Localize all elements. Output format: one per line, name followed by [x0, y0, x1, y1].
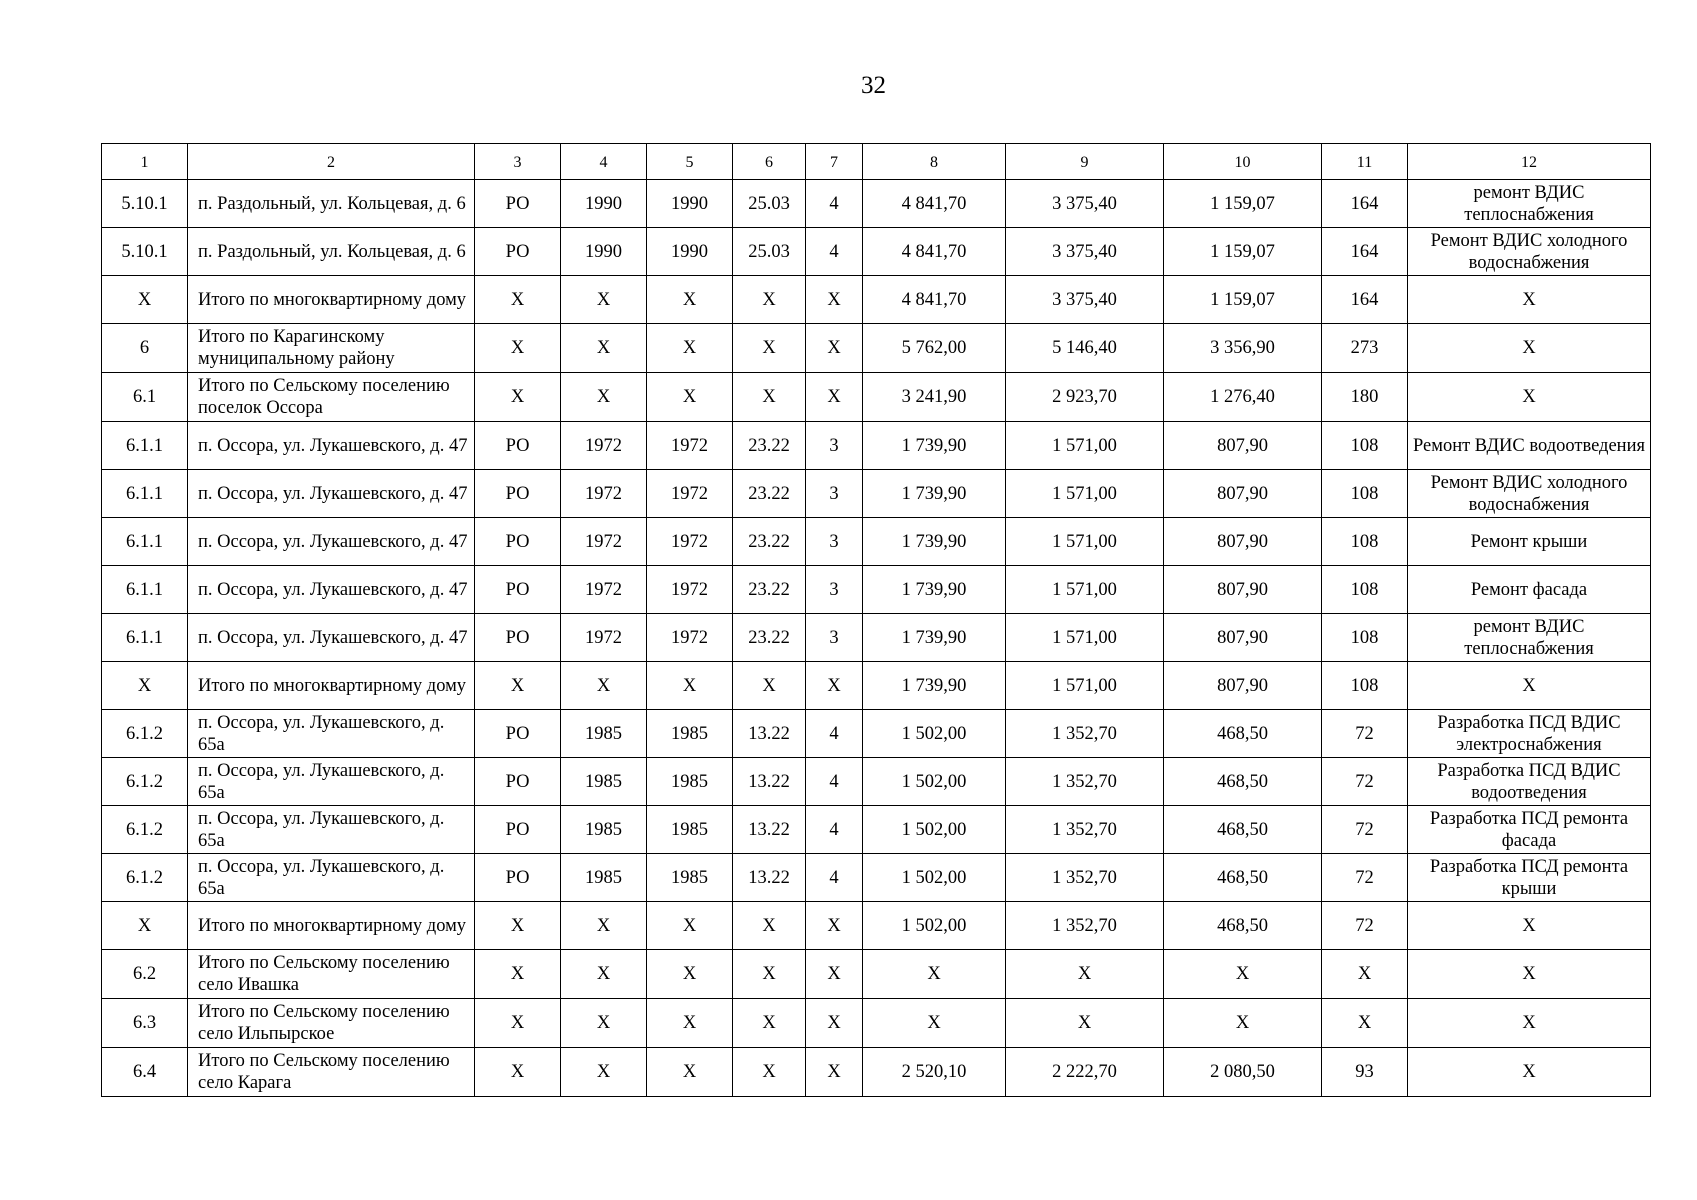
- cell-living-area: 1 276,40: [1164, 373, 1322, 422]
- cell-type: Х: [475, 999, 561, 1048]
- cell-num: 6.1.2: [102, 758, 188, 806]
- cell-total-area: Х: [863, 999, 1006, 1048]
- cell-residential-area: 1 571,00: [1006, 470, 1164, 518]
- cell-residents: 164: [1322, 180, 1408, 228]
- table-row: [102, 999, 1651, 1048]
- column-number-header: 6: [733, 144, 806, 180]
- cell-residents: 108: [1322, 518, 1408, 566]
- cell-residential-area: 1 571,00: [1006, 662, 1164, 710]
- cell-residential-area: 1 352,70: [1006, 758, 1164, 806]
- cell-year-built: 1985: [561, 758, 647, 806]
- cell-floors: Х: [806, 324, 863, 373]
- cell-work-type: Ремонт фасада: [1408, 566, 1651, 614]
- cell-wall-material: Х: [733, 276, 806, 324]
- cell-year-built: Х: [561, 662, 647, 710]
- table-row: [102, 710, 1651, 758]
- cell-total-area: 2 520,10: [863, 1048, 1006, 1097]
- cell-residential-area: 1 571,00: [1006, 422, 1164, 470]
- cell-floors: 3: [806, 566, 863, 614]
- cell-type: РО: [475, 854, 561, 902]
- cell-address: п. Оссора, ул. Лукашевского, д. 47: [188, 470, 475, 518]
- cell-year-commission: 1985: [647, 806, 733, 854]
- cell-residents: 108: [1322, 662, 1408, 710]
- cell-total-area: 4 841,70: [863, 228, 1006, 276]
- cell-year-commission: 1985: [647, 710, 733, 758]
- cell-year-commission: Х: [647, 324, 733, 373]
- cell-total-area: 3 241,90: [863, 373, 1006, 422]
- cell-type: РО: [475, 228, 561, 276]
- cell-year-commission: Х: [647, 902, 733, 950]
- cell-total-area: Х: [863, 950, 1006, 999]
- table-row: [102, 470, 1651, 518]
- cell-address: Итого по Карагинскому муниципальному району: [188, 324, 475, 373]
- cell-living-area: 807,90: [1164, 662, 1322, 710]
- cell-num: 6.1.1: [102, 518, 188, 566]
- cell-residents: 108: [1322, 566, 1408, 614]
- cell-year-built: 1985: [561, 710, 647, 758]
- cell-wall-material: 23.22: [733, 518, 806, 566]
- column-number-header: 2: [188, 144, 475, 180]
- cell-type: Х: [475, 950, 561, 999]
- page-number: 32: [861, 72, 886, 99]
- cell-residents: 108: [1322, 614, 1408, 662]
- column-number-header: 3: [475, 144, 561, 180]
- cell-year-commission: 1972: [647, 566, 733, 614]
- cell-residents: 72: [1322, 710, 1408, 758]
- cell-living-area: 807,90: [1164, 470, 1322, 518]
- cell-year-built: Х: [561, 324, 647, 373]
- table-row: [102, 902, 1651, 950]
- column-number-header: 12: [1408, 144, 1651, 180]
- cell-residents: 273: [1322, 324, 1408, 373]
- cell-residential-area: 3 375,40: [1006, 276, 1164, 324]
- cell-work-type: Х: [1408, 662, 1651, 710]
- cell-residents: 72: [1322, 758, 1408, 806]
- cell-year-commission: Х: [647, 1048, 733, 1097]
- table-row: [102, 422, 1651, 470]
- cell-total-area: 1 739,90: [863, 662, 1006, 710]
- cell-work-type: Ремонт ВДИС водоотведения: [1408, 422, 1651, 470]
- cell-floors: 3: [806, 470, 863, 518]
- cell-type: Х: [475, 324, 561, 373]
- cell-wall-material: 23.22: [733, 614, 806, 662]
- cell-total-area: 4 841,70: [863, 276, 1006, 324]
- cell-total-area: 1 502,00: [863, 710, 1006, 758]
- cell-residential-area: 1 352,70: [1006, 902, 1164, 950]
- cell-num: Х: [102, 276, 188, 324]
- cell-num: 6: [102, 324, 188, 373]
- cell-type: Х: [475, 902, 561, 950]
- table-row: [102, 758, 1651, 806]
- table-row: [102, 614, 1651, 662]
- cell-num: 5.10.1: [102, 228, 188, 276]
- cell-residents: 180: [1322, 373, 1408, 422]
- cell-wall-material: 13.22: [733, 710, 806, 758]
- cell-address: Итого по многоквартирному дому: [188, 662, 475, 710]
- cell-living-area: Х: [1164, 999, 1322, 1048]
- cell-wall-material: Х: [733, 999, 806, 1048]
- cell-num: 6.1: [102, 373, 188, 422]
- cell-residents: 108: [1322, 422, 1408, 470]
- cell-num: 6.1.1: [102, 614, 188, 662]
- cell-wall-material: Х: [733, 950, 806, 999]
- cell-year-built: 1972: [561, 422, 647, 470]
- table-row: [102, 806, 1651, 854]
- cell-residential-area: 1 352,70: [1006, 710, 1164, 758]
- data-table: [101, 143, 1651, 1097]
- cell-residents: 72: [1322, 854, 1408, 902]
- table-row: [102, 1048, 1651, 1097]
- cell-year-built: Х: [561, 950, 647, 999]
- cell-floors: Х: [806, 276, 863, 324]
- cell-type: РО: [475, 614, 561, 662]
- cell-living-area: 468,50: [1164, 758, 1322, 806]
- cell-num: 6.1.1: [102, 566, 188, 614]
- cell-residents: 164: [1322, 276, 1408, 324]
- cell-type: РО: [475, 180, 561, 228]
- cell-type: РО: [475, 518, 561, 566]
- cell-total-area: 4 841,70: [863, 180, 1006, 228]
- cell-year-built: 1972: [561, 470, 647, 518]
- cell-residents: 72: [1322, 902, 1408, 950]
- cell-address: Итого по многоквартирному дому: [188, 276, 475, 324]
- cell-work-type: Разработка ПСД ремонта фасада: [1408, 806, 1651, 854]
- cell-num: 6.1.2: [102, 854, 188, 902]
- cell-wall-material: 25.03: [733, 228, 806, 276]
- cell-wall-material: 13.22: [733, 758, 806, 806]
- table-row: [102, 518, 1651, 566]
- cell-num: Х: [102, 662, 188, 710]
- cell-num: 6.1.2: [102, 710, 188, 758]
- cell-living-area: 1 159,07: [1164, 180, 1322, 228]
- cell-residential-area: 3 375,40: [1006, 228, 1164, 276]
- cell-num: 6.1.1: [102, 470, 188, 518]
- cell-address: п. Раздольный, ул. Кольцевая, д. 6: [188, 228, 475, 276]
- cell-address: Итого по Сельскому поселению поселок Оссора: [188, 373, 475, 422]
- cell-living-area: 468,50: [1164, 806, 1322, 854]
- cell-floors: Х: [806, 662, 863, 710]
- cell-year-commission: Х: [647, 662, 733, 710]
- cell-wall-material: Х: [733, 324, 806, 373]
- table-row: [102, 324, 1651, 373]
- cell-residents: 108: [1322, 470, 1408, 518]
- cell-year-built: 1972: [561, 566, 647, 614]
- cell-year-built: Х: [561, 276, 647, 324]
- cell-address: п. Оссора, ул. Лукашевского, д. 47: [188, 422, 475, 470]
- cell-work-type: Ремонт ВДИС холодного водоснабжения: [1408, 470, 1651, 518]
- cell-year-built: 1985: [561, 854, 647, 902]
- column-number-header: 7: [806, 144, 863, 180]
- cell-year-built: Х: [561, 1048, 647, 1097]
- cell-residents: 72: [1322, 806, 1408, 854]
- cell-type: РО: [475, 422, 561, 470]
- cell-num: Х: [102, 902, 188, 950]
- table-row: [102, 180, 1651, 228]
- cell-num: 6.2: [102, 950, 188, 999]
- column-number-header: 11: [1322, 144, 1408, 180]
- cell-living-area: 807,90: [1164, 566, 1322, 614]
- cell-address: п. Оссора, ул. Лукашевского, д. 47: [188, 614, 475, 662]
- cell-living-area: 468,50: [1164, 902, 1322, 950]
- cell-living-area: 807,90: [1164, 518, 1322, 566]
- cell-num: 6.1.1: [102, 422, 188, 470]
- column-number-header: 10: [1164, 144, 1322, 180]
- cell-type: РО: [475, 566, 561, 614]
- column-number-header: 5: [647, 144, 733, 180]
- cell-floors: 3: [806, 422, 863, 470]
- cell-floors: 4: [806, 710, 863, 758]
- cell-living-area: 807,90: [1164, 614, 1322, 662]
- cell-residential-area: 2 923,70: [1006, 373, 1164, 422]
- table-row: [102, 662, 1651, 710]
- cell-total-area: 1 739,90: [863, 566, 1006, 614]
- cell-year-commission: 1985: [647, 758, 733, 806]
- cell-work-type: Разработка ПСД ВДИС водоотведения: [1408, 758, 1651, 806]
- cell-year-built: 1972: [561, 614, 647, 662]
- cell-year-commission: 1990: [647, 180, 733, 228]
- cell-year-built: Х: [561, 999, 647, 1048]
- cell-residential-area: 1 571,00: [1006, 614, 1164, 662]
- cell-wall-material: 23.22: [733, 470, 806, 518]
- cell-work-type: Х: [1408, 373, 1651, 422]
- cell-wall-material: 23.22: [733, 422, 806, 470]
- cell-num: 6.1.2: [102, 806, 188, 854]
- cell-year-commission: 1972: [647, 518, 733, 566]
- cell-address: п. Оссора, ул. Лукашевского, д. 65а: [188, 854, 475, 902]
- cell-floors: 4: [806, 854, 863, 902]
- cell-total-area: 1 739,90: [863, 518, 1006, 566]
- cell-address: п. Оссора, ул. Лукашевского, д. 47: [188, 566, 475, 614]
- cell-floors: Х: [806, 373, 863, 422]
- cell-residential-area: 1 571,00: [1006, 566, 1164, 614]
- cell-type: Х: [475, 662, 561, 710]
- cell-residential-area: 5 146,40: [1006, 324, 1164, 373]
- cell-floors: Х: [806, 1048, 863, 1097]
- cell-work-type: ремонт ВДИС теплоснабжения: [1408, 614, 1651, 662]
- table-row: [102, 854, 1651, 902]
- cell-total-area: 5 762,00: [863, 324, 1006, 373]
- table-row: [102, 228, 1651, 276]
- cell-type: Х: [475, 1048, 561, 1097]
- table-row: [102, 566, 1651, 614]
- cell-year-built: 1972: [561, 518, 647, 566]
- cell-work-type: Х: [1408, 276, 1651, 324]
- cell-wall-material: Х: [733, 1048, 806, 1097]
- cell-type: Х: [475, 373, 561, 422]
- cell-wall-material: 23.22: [733, 566, 806, 614]
- cell-residents: Х: [1322, 950, 1408, 999]
- cell-year-commission: 1972: [647, 470, 733, 518]
- cell-work-type: Разработка ПСД ремонта крыши: [1408, 854, 1651, 902]
- cell-year-built: Х: [561, 902, 647, 950]
- cell-floors: 4: [806, 228, 863, 276]
- cell-floors: 3: [806, 614, 863, 662]
- cell-residential-area: 3 375,40: [1006, 180, 1164, 228]
- cell-year-commission: 1972: [647, 614, 733, 662]
- cell-residential-area: 1 352,70: [1006, 854, 1164, 902]
- cell-num: 6.3: [102, 999, 188, 1048]
- cell-address: Итого по многоквартирному дому: [188, 902, 475, 950]
- table-body: [102, 144, 1651, 1097]
- cell-wall-material: 25.03: [733, 180, 806, 228]
- cell-residential-area: 2 222,70: [1006, 1048, 1164, 1097]
- cell-address: Итого по Сельскому поселению село Ильпырское: [188, 999, 475, 1048]
- cell-wall-material: Х: [733, 373, 806, 422]
- cell-living-area: 468,50: [1164, 710, 1322, 758]
- table-header-row: [102, 144, 1651, 180]
- cell-work-type: Х: [1408, 950, 1651, 999]
- cell-total-area: 1 502,00: [863, 902, 1006, 950]
- cell-year-commission: Х: [647, 276, 733, 324]
- cell-living-area: 1 159,07: [1164, 276, 1322, 324]
- cell-total-area: 1 502,00: [863, 758, 1006, 806]
- table-row: [102, 276, 1651, 324]
- cell-address: п. Оссора, ул. Лукашевского, д. 65а: [188, 710, 475, 758]
- cell-residential-area: Х: [1006, 950, 1164, 999]
- cell-type: Х: [475, 276, 561, 324]
- cell-residential-area: 1 352,70: [1006, 806, 1164, 854]
- cell-floors: Х: [806, 950, 863, 999]
- cell-living-area: 807,90: [1164, 422, 1322, 470]
- cell-year-commission: 1990: [647, 228, 733, 276]
- cell-floors: Х: [806, 902, 863, 950]
- cell-type: РО: [475, 758, 561, 806]
- table-row: [102, 373, 1651, 422]
- cell-type: РО: [475, 470, 561, 518]
- cell-wall-material: 13.22: [733, 854, 806, 902]
- cell-year-built: Х: [561, 373, 647, 422]
- cell-year-commission: 1972: [647, 422, 733, 470]
- cell-type: РО: [475, 710, 561, 758]
- cell-wall-material: Х: [733, 902, 806, 950]
- cell-residential-area: Х: [1006, 999, 1164, 1048]
- cell-residents: Х: [1322, 999, 1408, 1048]
- cell-floors: 4: [806, 806, 863, 854]
- column-number-header: 9: [1006, 144, 1164, 180]
- cell-work-type: Х: [1408, 999, 1651, 1048]
- cell-work-type: Разработка ПСД ВДИС электроснабжения: [1408, 710, 1651, 758]
- cell-living-area: 1 159,07: [1164, 228, 1322, 276]
- cell-floors: 4: [806, 758, 863, 806]
- cell-floors: Х: [806, 999, 863, 1048]
- cell-year-commission: Х: [647, 999, 733, 1048]
- cell-year-built: 1990: [561, 180, 647, 228]
- cell-total-area: 1 739,90: [863, 422, 1006, 470]
- cell-address: Итого по Сельскому поселению село Карага: [188, 1048, 475, 1097]
- cell-address: п. Оссора, ул. Лукашевского, д. 65а: [188, 806, 475, 854]
- cell-work-type: Х: [1408, 1048, 1651, 1097]
- cell-year-built: 1990: [561, 228, 647, 276]
- cell-total-area: 1 502,00: [863, 806, 1006, 854]
- cell-address: п. Оссора, ул. Лукашевского, д. 65а: [188, 758, 475, 806]
- cell-num: 6.4: [102, 1048, 188, 1097]
- cell-work-type: Ремонт ВДИС холодного водоснабжения: [1408, 228, 1651, 276]
- cell-year-built: 1985: [561, 806, 647, 854]
- cell-address: п. Оссора, ул. Лукашевского, д. 47: [188, 518, 475, 566]
- cell-work-type: Х: [1408, 902, 1651, 950]
- cell-residents: 164: [1322, 228, 1408, 276]
- cell-work-type: ремонт ВДИС теплоснабжения: [1408, 180, 1651, 228]
- cell-work-type: Х: [1408, 324, 1651, 373]
- cell-address: Итого по Сельскому поселению село Ивашка: [188, 950, 475, 999]
- cell-year-commission: Х: [647, 950, 733, 999]
- cell-wall-material: Х: [733, 662, 806, 710]
- cell-living-area: Х: [1164, 950, 1322, 999]
- cell-type: РО: [475, 806, 561, 854]
- cell-living-area: 2 080,50: [1164, 1048, 1322, 1097]
- table-row: [102, 950, 1651, 999]
- cell-year-commission: Х: [647, 373, 733, 422]
- cell-residents: 93: [1322, 1048, 1408, 1097]
- cell-num: 5.10.1: [102, 180, 188, 228]
- cell-work-type: Ремонт крыши: [1408, 518, 1651, 566]
- cell-total-area: 1 739,90: [863, 614, 1006, 662]
- cell-address: п. Раздольный, ул. Кольцевая, д. 6: [188, 180, 475, 228]
- cell-living-area: 468,50: [1164, 854, 1322, 902]
- cell-year-commission: 1985: [647, 854, 733, 902]
- cell-living-area: 3 356,90: [1164, 324, 1322, 373]
- cell-floors: 4: [806, 180, 863, 228]
- column-number-header: 1: [102, 144, 188, 180]
- cell-wall-material: 13.22: [733, 806, 806, 854]
- cell-residential-area: 1 571,00: [1006, 518, 1164, 566]
- cell-total-area: 1 502,00: [863, 854, 1006, 902]
- cell-floors: 3: [806, 518, 863, 566]
- column-number-header: 8: [863, 144, 1006, 180]
- cell-total-area: 1 739,90: [863, 470, 1006, 518]
- column-number-header: 4: [561, 144, 647, 180]
